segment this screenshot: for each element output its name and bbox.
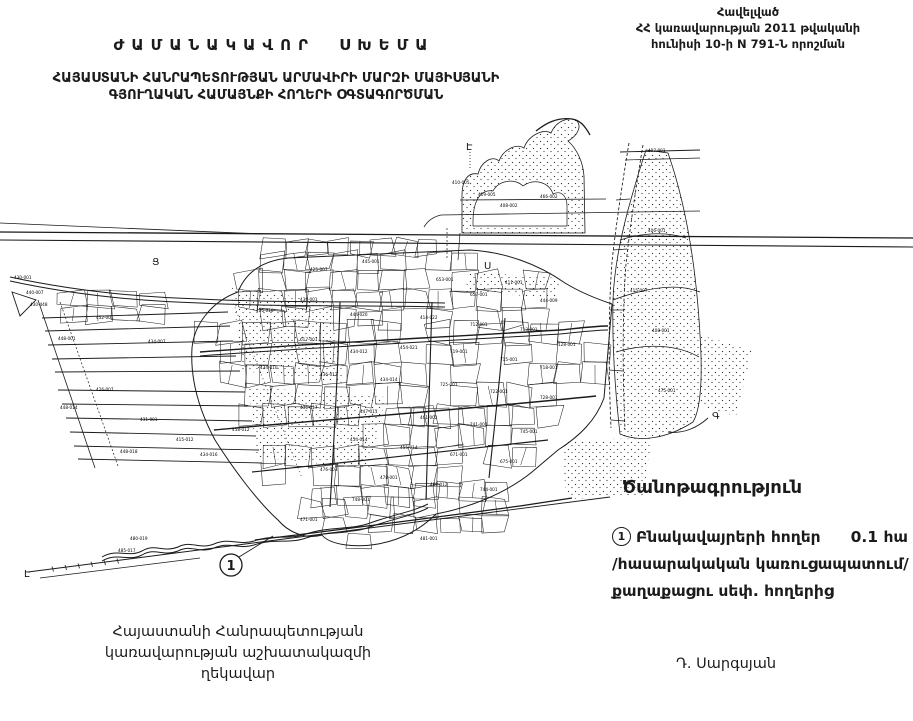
- signature-line-2: կառավարության աշխատակազմի: [104, 645, 372, 661]
- parcel-label: 485-017: [118, 548, 136, 553]
- parcel-divider: [413, 407, 414, 426]
- parcel-label: 430-448: [30, 302, 48, 307]
- parcel: [425, 251, 452, 270]
- parcel: [260, 251, 285, 273]
- parcel-label: 745-001: [520, 429, 538, 434]
- parcel-label: 434-016: [200, 452, 218, 457]
- parcel: [355, 292, 383, 311]
- parcel-divider: [495, 500, 497, 515]
- parcel: [483, 445, 511, 468]
- parcel: [307, 239, 328, 256]
- parcel-label: 715-001: [500, 357, 518, 362]
- parcel-label: 425-007: [310, 267, 328, 272]
- parcel-divider: [541, 323, 542, 342]
- parcel: [261, 463, 286, 486]
- parcel-label: 414-022: [420, 315, 438, 320]
- signature-line-3: ղեկավար: [200, 666, 276, 682]
- parcel-label: 728-001: [540, 395, 558, 400]
- subtitle-line-1: ՀԱՅԱՍՏԱՆԻ ՀԱՆՐԱՊԵՏՈՒԹՅԱՆ ԱՐՄԱՎԻՐԻ ՄԱՐԶԻ ՄԱՅԻՍՅԱՆԻ: [52, 71, 500, 86]
- parcel-label: 436-010: [256, 308, 274, 313]
- map-letter: Է: [24, 569, 31, 580]
- parcel-label: 478-001: [380, 475, 398, 480]
- parcel-label: 434-012: [350, 349, 368, 354]
- parcel-label: 410-005: [452, 180, 470, 185]
- stipple-area: [248, 387, 386, 469]
- parcel-label: 657-001: [470, 292, 488, 297]
- parcel: [305, 270, 333, 292]
- signature-line-1: Հայաստանի Հանրապետության: [112, 624, 364, 640]
- note-line-3: քաղաքացու սեփ. հողերից: [612, 582, 834, 600]
- parcel-label: 447-011: [360, 409, 378, 414]
- map-path: [426, 302, 432, 500]
- map-path: [458, 233, 460, 260]
- parcel: [331, 250, 358, 272]
- map-path: [28, 497, 610, 572]
- signature-name: Դ. Սարգսյան: [676, 656, 777, 672]
- parcel-label: 445-001: [362, 259, 380, 264]
- parcel: [441, 519, 461, 533]
- parcel-label: 408-002: [500, 203, 518, 208]
- road-tick: [104, 560, 106, 565]
- map-path: [38, 300, 95, 468]
- parcel: [333, 307, 356, 330]
- road-tick: [117, 559, 119, 564]
- map-path: [0, 232, 913, 238]
- map-path: [58, 390, 245, 392]
- map-path: [66, 418, 252, 421]
- parcel: [403, 269, 429, 290]
- parcel-label: 725-001: [440, 382, 458, 387]
- stipple-area: [698, 335, 752, 416]
- parcel-label: 444-009: [540, 298, 558, 303]
- parcel: [346, 533, 372, 548]
- map-path: [424, 215, 441, 227]
- parcel-label: 653-001: [436, 277, 454, 282]
- parcel-label: 461-002: [420, 415, 438, 420]
- parcel: [331, 289, 357, 310]
- parcel-label: 415-007: [630, 288, 648, 293]
- map-path: [60, 302, 118, 466]
- parcel-divider: [472, 483, 474, 498]
- parcel-label: 448-001: [58, 336, 76, 341]
- parcel: [399, 362, 427, 387]
- parcel-label: 430-001: [14, 275, 32, 280]
- parcel-label: 675-001: [500, 459, 518, 464]
- parcel-label: 713-001: [520, 327, 538, 332]
- parcel-divider: [465, 253, 466, 270]
- parcel-label: 744-001: [480, 487, 498, 492]
- parcel-label: 408-001: [652, 328, 670, 333]
- map-path: [78, 459, 262, 463]
- parcel-divider: [389, 291, 392, 308]
- parcel-label: 452-001: [96, 315, 114, 320]
- map-path: [40, 558, 200, 578]
- parcel: [391, 237, 418, 258]
- parcel-label: 475-001: [658, 388, 676, 393]
- map-path: [74, 446, 259, 450]
- parcel: [482, 516, 509, 533]
- parcel-label: 454-014: [350, 437, 368, 442]
- map-path: [489, 318, 505, 478]
- parcel-divider: [294, 253, 297, 270]
- map-letter: Է: [466, 142, 473, 153]
- map-path: [45, 326, 230, 331]
- stipple-area: [613, 150, 701, 438]
- parcel: [260, 238, 286, 259]
- parcel-label: 434-014: [380, 377, 398, 382]
- parcel: [450, 253, 478, 270]
- parcel: [485, 425, 511, 446]
- page-subtitle: [0, 70, 552, 104]
- parcel: [459, 517, 484, 531]
- parcel-label: 440-007: [26, 290, 44, 295]
- parcel-label: 466-002: [540, 194, 558, 199]
- parcel-divider: [362, 365, 364, 384]
- parcel: [450, 385, 478, 406]
- parcel-label: 434-010: [260, 365, 278, 370]
- parcel-label: 448-018: [120, 449, 138, 454]
- parcel: [311, 487, 337, 508]
- map-letter: Ց: [152, 257, 160, 268]
- appendix-line-3: հունիսի 10-ի N 791-Ն որոշման: [651, 37, 845, 51]
- note-area-value: 0.1 հա: [850, 527, 908, 546]
- parcel-label: 722-001: [490, 389, 508, 394]
- parcel-label: 481-001: [420, 536, 438, 541]
- map-letter: Ս: [484, 261, 492, 272]
- parcel-label: 436-012: [320, 372, 338, 377]
- parcel-divider: [521, 447, 527, 465]
- parcel-label: 671-001: [450, 452, 468, 457]
- note-heading: Ծանոթագրություն: [622, 477, 803, 498]
- parcel-divider: [321, 487, 322, 505]
- parcel-label: 480-012: [430, 482, 448, 487]
- parcel: [433, 404, 464, 425]
- parcel-label: 411-001: [505, 280, 523, 285]
- parcel: [194, 321, 218, 343]
- map-path: [70, 432, 256, 436]
- map-path: [62, 404, 248, 406]
- parcel: [379, 288, 403, 310]
- parcel-label: 419-005: [478, 192, 496, 197]
- parcel: [378, 307, 401, 330]
- parcel-label: 128-001: [558, 342, 576, 347]
- parcel: [346, 361, 373, 384]
- parcel: [350, 241, 373, 258]
- parcel: [405, 288, 431, 309]
- parcel: [477, 382, 507, 407]
- map-path: [42, 312, 228, 318]
- parcel-label: 454-021: [400, 345, 418, 350]
- parcel-label: 415-012: [176, 437, 194, 442]
- parcel-label: 471-001: [300, 517, 318, 522]
- page-title: ԺԱՄԱՆԱԿԱՎՈՐ ՍԽԵՄԱ: [113, 36, 435, 54]
- parcel: [322, 498, 348, 518]
- parcel-divider: [72, 308, 74, 321]
- parcel-divider: [371, 467, 375, 485]
- parcel-label: 407-001: [648, 148, 666, 153]
- parcel: [385, 407, 412, 425]
- appendix-line-2: ՀՀ կառավարության 2011 թվականի: [635, 21, 861, 35]
- parcel-label: 718-001: [540, 365, 558, 370]
- appendix-line-1: Հավելված: [716, 5, 780, 19]
- parcel: [536, 405, 564, 428]
- parcel-divider: [70, 293, 74, 306]
- parcel-label: 436-017: [300, 405, 318, 410]
- parcel: [336, 486, 362, 505]
- parcel-label: 455-014: [400, 445, 418, 450]
- parcel-label: 431-001: [140, 417, 158, 422]
- parcel-label: 712-001: [470, 322, 488, 327]
- parcel-label: 406-001: [648, 228, 666, 233]
- parcel-divider: [473, 427, 474, 445]
- parcel-label: 434-001: [300, 297, 318, 302]
- signature-block: [78, 622, 398, 685]
- parcel-label: 426-007: [96, 387, 114, 392]
- parcel-label: 741-001: [470, 422, 488, 427]
- map-path: [616, 199, 630, 200]
- parcel-label: 480-019: [130, 536, 148, 541]
- appendix-block: [587, 4, 909, 52]
- parcel: [409, 448, 438, 467]
- parcel-label: 617-001: [300, 337, 318, 342]
- parcel-label: 444-020: [350, 312, 368, 317]
- parcel: [554, 362, 581, 384]
- subtitle-line-2: ԳՅՈՒՂԱԿԱՆ ՀԱՄԱՅՆՔԻ ՀՈՂԵՐԻ ՕԳՏԱԳՈՐԾՄԱՆ: [108, 88, 444, 103]
- svg-text:1: 1: [226, 559, 236, 574]
- parcel-divider: [228, 365, 232, 384]
- map-path: [55, 371, 240, 372]
- map-letter: Գ: [712, 411, 720, 422]
- note-line-2: /հասարակական կառուցապատում/: [612, 555, 909, 573]
- parcel-label: 719-001: [450, 349, 468, 354]
- note-line-1: [612, 527, 908, 546]
- parcel-label: 476-003: [320, 467, 338, 472]
- parcel-label: 448-014: [60, 405, 78, 410]
- parcel-label: 434-007: [148, 339, 166, 344]
- map-path: [102, 504, 428, 557]
- parcel: [111, 306, 140, 321]
- parcel-label: 458-012: [232, 427, 250, 432]
- map-path: [0, 240, 913, 247]
- parcel-label: 748-001: [352, 497, 370, 502]
- parcel-divider: [341, 272, 346, 289]
- parcel: [328, 238, 349, 255]
- note-line-1-text: Բնակավայրերի հողեր: [636, 527, 821, 546]
- circled-one-icon: 1: [612, 527, 631, 546]
